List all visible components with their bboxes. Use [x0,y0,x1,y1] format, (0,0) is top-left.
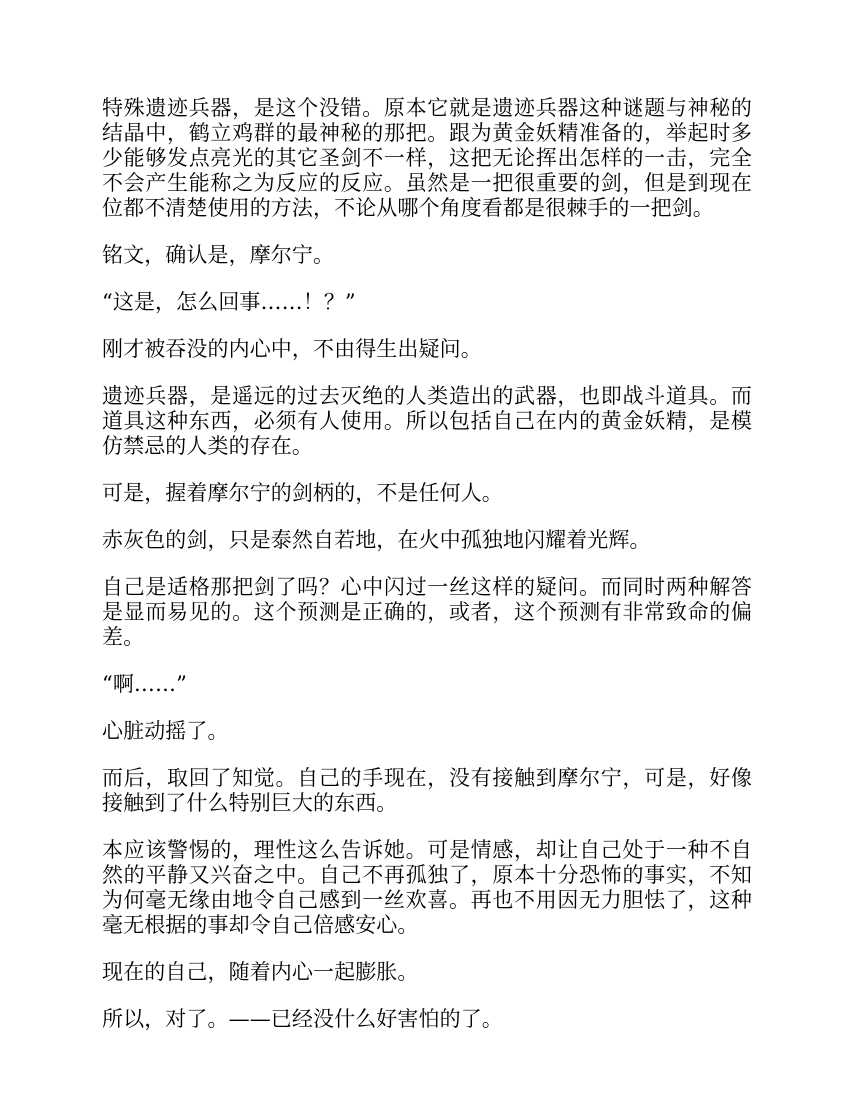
paragraph: 而后，取回了知觉。自己的手现在，没有接触到摩尔宁，可是，好像接触到了什么特别巨大的东西。 [102,766,752,815]
paragraph: “啊……” [102,672,187,696]
paragraph: 现在的自己，随着内心一起膨胀。 [102,960,419,984]
paragraph: 铭文，确认是，摩尔宁。 [102,243,335,267]
paragraph: 可是，握着摩尔宁的剑柄的，不是任何人。 [102,481,503,505]
paragraph: “这是，怎么回事……！？” [102,290,356,314]
paragraph: 心脏动摇了。 [102,719,229,743]
paragraph: 所以，对了。——已经没什么好害怕的了。 [102,1007,503,1031]
document-body [102,96,752,1054]
paragraph: 本应该警惕的，理性这么告诉她。可是情感，却让自己处于一种不自然的平静又兴奋之中。自己不再孤独了，原本十分恐怖的事实，不知为何毫无缘由地令自己感到一丝欢喜。再也不用因无力胆怯了，这种毫无根据的事却令自己倍感安心。 [102,838,752,937]
paragraph: 赤灰色的剑，只是泰然自若地，在火中孤独地闪耀着光辉。 [102,528,651,552]
paragraph: 特殊遗迹兵器，是这个没错。原本它就是遗迹兵器这种谜题与神秘的结晶中，鹤立鸡群的最神秘的那把。跟为黄金妖精准备的，举起时多少能够发点亮光的其它圣剑不一样，这把无论挥出怎样的一击，完全不会产生能称之为反应的反应。虽然是一把很重要的剑，但是到现在位都不清楚使用的方法，不论从哪个角度看都是很棘手的一把剑。 [102,96,752,220]
paragraph: 自己是适格那把剑了吗？心中闪过一丝这样的疑问。而同时两种解答是显而易见的。这个预测是正确的，或者，这个预测有非常致命的偏差。 [102,575,752,649]
paragraph: 刚才被吞没的内心中，不由得生出疑问。 [102,337,482,361]
paragraph: 遗迹兵器，是遥远的过去灭绝的人类造出的武器，也即战斗道具。而道具这种东西，必须有人使用。所以包括自己在内的黄金妖精，是模仿禁忌的人类的存在。 [102,384,752,458]
